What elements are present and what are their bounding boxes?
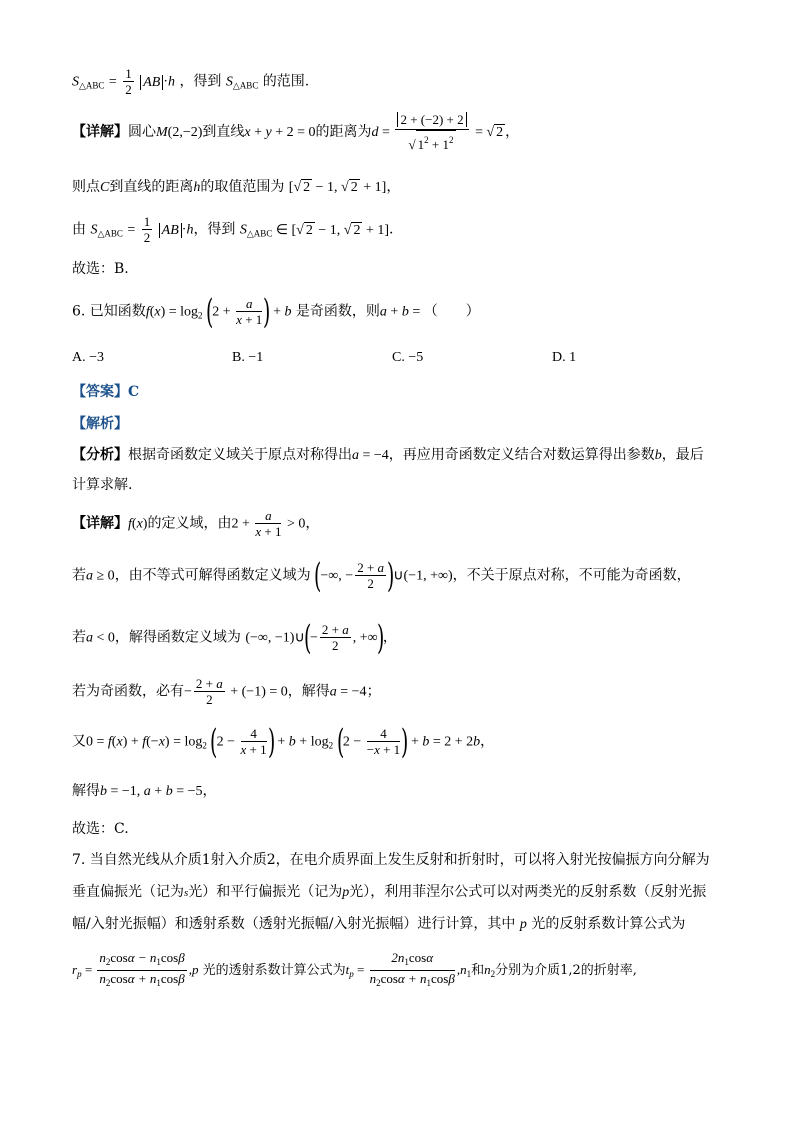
fraction-2-plus-a-over-2: $\frac{2 + a}{2}$ [321, 622, 349, 653]
case-1-conclusion: ，不关于原点对称，不可能为奇函数， [452, 567, 691, 584]
answer-label: 【答案】C [72, 384, 140, 400]
question-6-odd: 是奇函数，则 [295, 303, 380, 320]
q7-text-amplitude: 幅/入射光振幅）和透射系数（透射光振幅/入射光振幅）进行计算，其中 [72, 916, 516, 932]
odd-condition-text: 若为奇函数，必有 [72, 683, 184, 700]
text-center: 圆心 [128, 124, 156, 140]
analysis-text-1: 根据奇函数定义域关于原点对称得出 [128, 447, 352, 463]
question-7-line-2: 垂直偏振光（记为s光）和平行偏振光（记为p光），利用菲涅尔公式可以对两类光的反射系数（反射光振 [72, 884, 707, 900]
text-and: 和 [471, 963, 485, 978]
transmission-coefficient-fraction: $\frac{2n_1\cos\alpha}{n_2\cos\alpha + n_1\cos\beta}$ [369, 950, 455, 988]
solution-line-range-h: 则点C到直线的距离h的取值范围为 [√ 2 − 1, √ 2 + 1]， [72, 179, 401, 195]
text-to-line-distance: 到直线的距离 [109, 179, 194, 195]
q7-text-parallel: 光）和平行偏振光（记为 [188, 884, 343, 900]
option-b: B. −1 [232, 350, 264, 365]
option-c: C. −5 [392, 350, 424, 365]
solution-line-distance: 【详解】圆心M(2,−2)到直线x + y + 2 = 0的距离为d = $\frac{2 + (-2) + 2}{√ 1^2 + 1^2}$ = √ 2 ， [72, 112, 520, 152]
reflection-coefficient-fraction: $\frac{n_2\cos\alpha - n_1\cos\beta}{n_2\cos\alpha + n_1\cos\beta}$ [99, 950, 185, 988]
case-a-negative: 若a < 0，解得函数定义域为 (−∞, −1)∪(− $\frac{2 + a}{2}$ , +∞)， [72, 617, 397, 658]
question-7-line-3: 幅/入射光振幅）和透射系数（透射光振幅/入射光振幅）进行计算，其中 p 光的反射系数计算公式为 [72, 916, 686, 932]
text-to-line: 到直线 [202, 124, 245, 140]
text-if: 若 [72, 629, 86, 646]
q7-text-transmission: 光的透射系数计算公式为 [202, 963, 346, 978]
case-a-nonnegative: 若a ≥ 0，由不等式可解得函数定义域为 (−∞, − $\frac{2 + a}{2}$ )∪(−1, +∞)，不关于原点对称，不可能为奇函数， [72, 555, 691, 596]
text-period: . [389, 221, 394, 238]
distance-fraction: $\frac{2 + (-2) + 2}{√ 1^2 + 1^2}$ [395, 110, 468, 154]
fraction-4-over-x-plus-1: $\frac{4}{x + 1}$ [240, 726, 267, 757]
odd-condition: 若为奇函数，必有− $\frac{2 + a}{2}$ + (−1) = 0，解得a = −4； [72, 676, 381, 707]
q7-text-reflection-formula: 光的反射系数计算公式为 [531, 916, 686, 932]
question-7-line-1: 7. 当自然光线从介质1射入介质2，在电介质界面上发生反射和折射时，可以将入射光按偏振方向分解为 [72, 852, 710, 868]
text-comma: ， [505, 124, 520, 140]
text-solve: 解得 [72, 783, 100, 799]
text-then-point: 则点 [72, 179, 100, 195]
solution-line-area-range: 由 $S_{\triangle ABC}$ = $\frac{1}{2}$ AB ·h，得到 $S_{\triangle ABC}$ ∈ [√ 2 − 1, √ 2 + 1]. [72, 214, 394, 245]
text-also: 又 [72, 733, 86, 750]
q7-text-refractive-index: 分别为介质1,2的折射率, [495, 963, 637, 978]
detail-label: 【详解】 [72, 124, 128, 140]
case-2-text: ，解得函数定义域为 [114, 629, 241, 646]
text-by: 由 [72, 221, 86, 238]
detail-domain: 【详解】f(x)的定义域，由2 + $\frac{a}{x + 1}$ > 0， [72, 508, 320, 539]
text-get: ，得到 [179, 73, 222, 90]
fraction-4-over-neg-x-plus-1: $\frac{4}{-x + 1}$ [366, 726, 401, 757]
text-get: ，得到 [193, 221, 236, 238]
q7-text-fresnel: 光），利用菲涅尔公式可以对两类光的反射系数（反射光振 [349, 884, 707, 900]
fraction-one-half: $\frac{1}{2}$ [125, 66, 132, 97]
q7-text-perpendicular: 垂直偏振光（记为 [72, 884, 184, 900]
choose-c: 故选：C. [72, 821, 129, 837]
text-comma: ， [202, 783, 217, 799]
text-if: 若 [72, 567, 86, 584]
question-6: 6. 已知函数$f(x) = \log_2 (2$ + $\frac{a}{x + 1}$ ) + b 是奇函数，则a + b = （ ） [72, 291, 480, 332]
question-6-intro: 6. 已知函数 [72, 303, 146, 320]
options-row [72, 350, 754, 366]
option-d: D. 1 [552, 350, 577, 365]
analysis-line-2: 计算求解. [72, 477, 133, 493]
detail-tag: 【详解】 [72, 515, 128, 532]
text-solve: ，解得 [287, 683, 330, 700]
solve-b: 解得b = −1, a + b = −5， [72, 783, 217, 799]
analysis-text-2: ，再应用奇函数定义结合对数运算得出参数 [388, 447, 655, 463]
fraction-a-over-x-plus-1: $\frac{a}{x + 1}$ [236, 296, 263, 327]
text-distance-is: 的距离为 [315, 124, 372, 140]
question-7-line-4: $r_p$ = $\frac{n_2\cos\alpha - n_1\cos\beta}{n_2\cos\alpha + n_1\cos\beta}$ ,p 光的透射系数计算公式为$t_p$ = $\frac{2n_1\cos\alpha}{n_2\cos\alpha + n_1\cos\beta}$ $,n_1$和$n_2$分别为介质1,2的折射率, [72, 950, 754, 991]
analysis-label: 【解析】 [72, 416, 128, 432]
detail-domain-text: 的定义域，由 [147, 515, 232, 532]
option-a: A. −3 [72, 350, 105, 365]
text-comma: ， [386, 179, 401, 195]
analysis-tag: 【分析】 [72, 447, 128, 463]
text-range: 的范围. [262, 73, 310, 90]
text-semicolon: ； [366, 683, 381, 700]
fraction-2-plus-a-over-2: $\frac{2 + a}{2}$ [357, 560, 385, 591]
fraction-a-over-x-plus-1: $\frac{a}{x + 1}$ [255, 508, 282, 539]
solution-line-area-formula: $S_{\triangle ABC}$ = $\frac{1}{2}$ AB ·h ，得到 $S_{\triangle ABC}$ 的范围. [72, 66, 310, 97]
text-range-is: 的取值范围为 [200, 179, 285, 195]
fraction-2-plus-a-over-2: $\frac{2 + a}{2}$ [195, 676, 223, 707]
analysis-line: 【分析】根据奇函数定义域关于原点对称得出a = −4，再应用奇函数定义结合对数运算得出参数b，最后 [72, 447, 704, 463]
fraction-one-half: $\frac{1}{2}$ [143, 214, 151, 245]
log-equation: 又$0 = f(x) + f(-x) = \log_2 (2$ − $\frac{4}{x + 1}$ ) + $b + \log_2 (2$ − $\frac{4}{-x + 1}$ ) + b = 2 + 2b， [72, 721, 495, 762]
case-1-text: ，由不等式可解得函数定义域为 [114, 567, 311, 584]
analysis-text-3: ，最后 [661, 447, 704, 463]
question-6-blank: （ ） [423, 303, 480, 320]
choose-b: 故选：B. [72, 261, 129, 277]
